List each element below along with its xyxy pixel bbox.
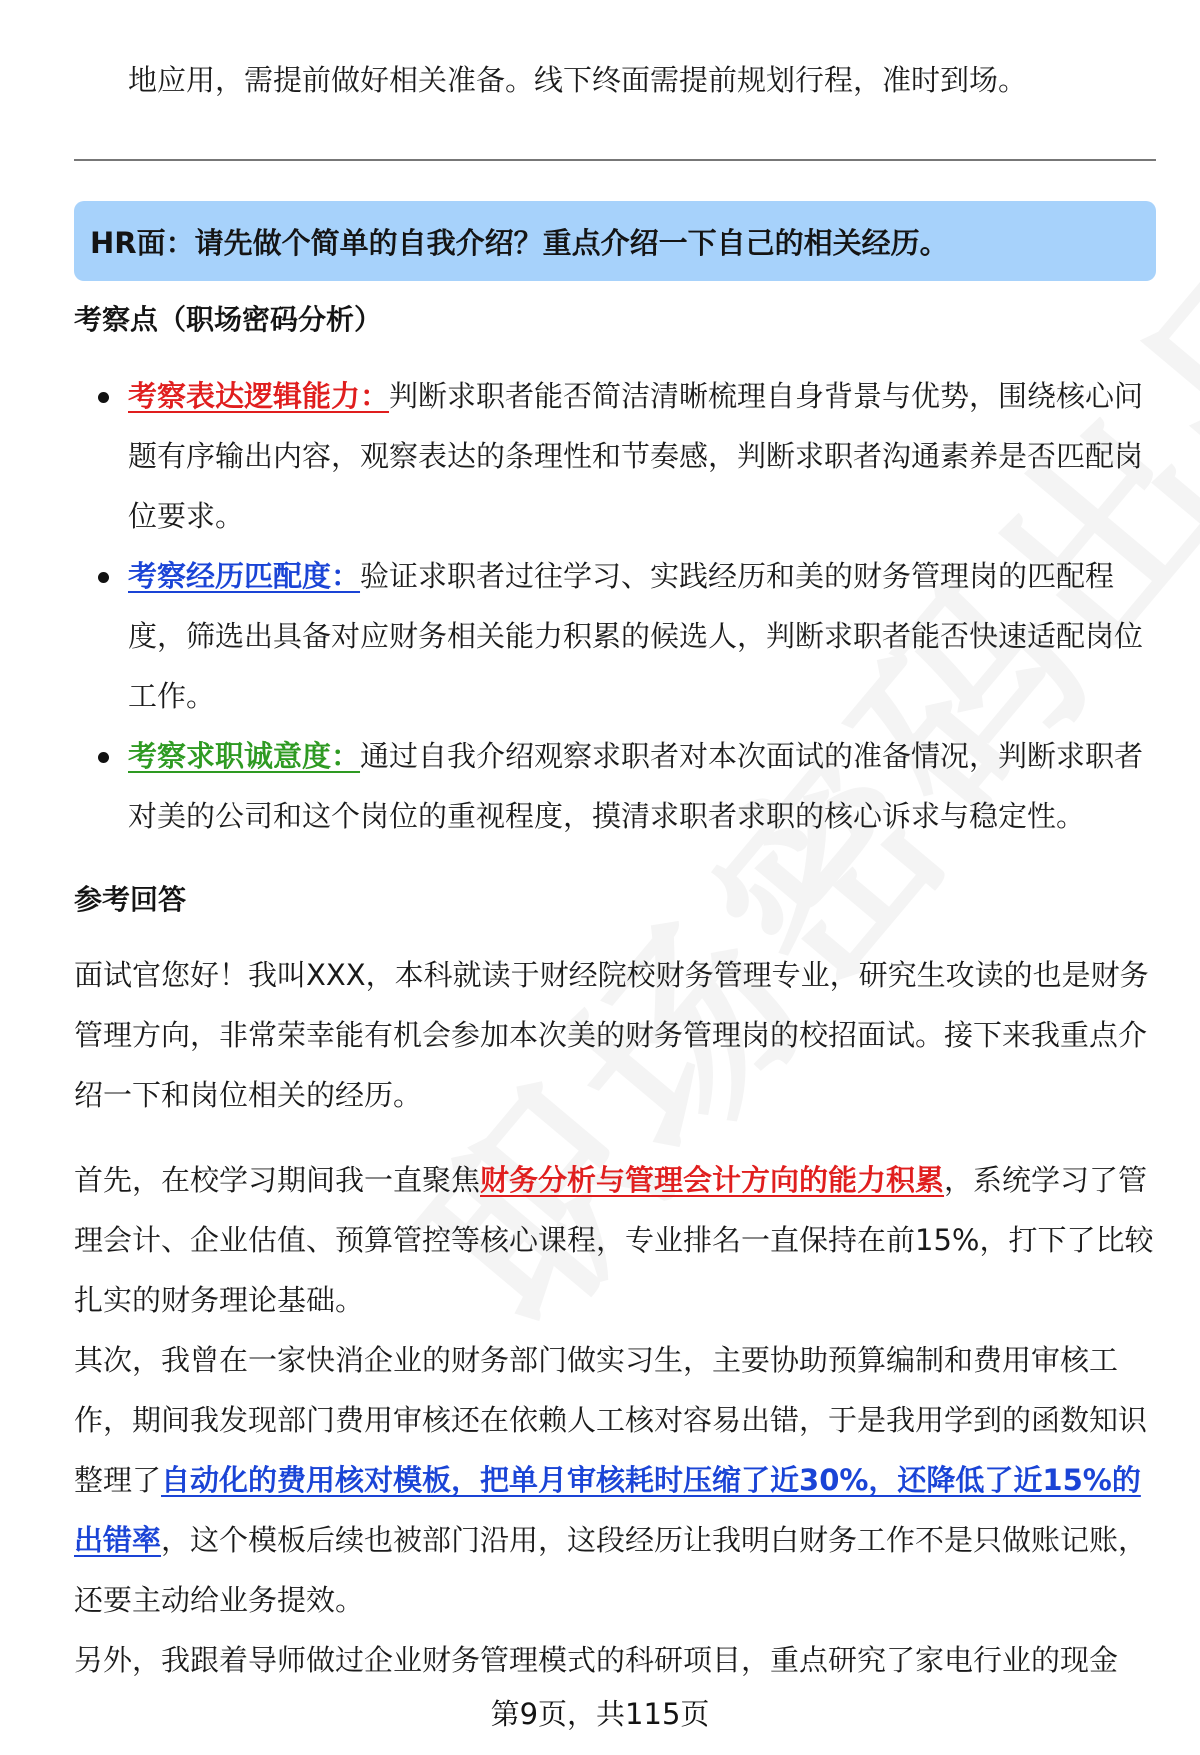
bullet-icon bbox=[98, 752, 109, 763]
question-text: HR面：请先做个简单的自我介绍？重点介绍一下自己的相关经历。 bbox=[90, 225, 949, 260]
paragraph-text: ，系统学习了管理会计、企业估值、预算管控等核心课程，专业排名一直保持在前15%，打下了比较扎实的财务理论基础。 bbox=[74, 1163, 1154, 1317]
list-item bbox=[74, 546, 1154, 726]
intro-text: 地应用，需提前做好相关准备。线下终面需提前规划行程，准时到场。 bbox=[128, 63, 1028, 97]
analysis-title: 考察点（职场密码分析） bbox=[74, 303, 383, 336]
paragraph-text: ，这个模板后续也被部门沿用，这段经历让我明白财务工作不是只做账记账，还要主动给业务提效。 bbox=[74, 1523, 1148, 1617]
highlight-text: 财务分析与管理会计方向的能力积累 bbox=[480, 1163, 945, 1197]
answer-paragraph-4: 另外，我跟着导师做过企业财务管理模式的科研项目，重点研究了家电行业的现金 bbox=[74, 1643, 1119, 1677]
page-number: 第9页，共115页 bbox=[490, 1697, 710, 1731]
divider bbox=[74, 159, 1156, 161]
bullet-text: 判断求职者能否简洁清晰梳理自身背景与优势，围绕核心问题有序输出内容，观察表达的条理性和节奏感，判断求职者沟通素养是否匹配岗位要求。 bbox=[128, 379, 1144, 533]
bullet-icon bbox=[98, 572, 109, 583]
bullet-keyword: 考察求职诚意度： bbox=[128, 739, 361, 773]
bullet-icon bbox=[98, 392, 109, 403]
list-item bbox=[74, 366, 1154, 546]
list-item bbox=[74, 726, 1154, 846]
paragraph-text: 其次，我曾在一家快消企业的财务部门做实习生，主要协助预算编制和费用审核工作，期间我发现部门费用审核还在依赖人工核对容易出错，于是我用学到的函数知识整理了 bbox=[74, 1343, 1148, 1497]
bullet-keyword: 考察经历匹配度： bbox=[128, 559, 361, 593]
answer-title: 参考回答 bbox=[74, 883, 187, 916]
paragraph-text: 首先，在校学习期间我一直聚焦 bbox=[74, 1163, 481, 1197]
answer-paragraph-1: 面试官您好！我叫XXX，本科就读于财经院校财务管理专业，研究生攻读的也是财务管理方向，非常荣幸能有机会参加本次美的财务管理岗的校招面试。接下来我重点介绍一下和岗位相关的经历。 bbox=[74, 958, 1149, 1112]
bullet-keyword: 考察表达逻辑能力： bbox=[128, 379, 390, 413]
analysis-list bbox=[74, 366, 1154, 846]
bullet-text: 通过自我介绍观察求职者对本次面试的准备情况，判断求职者对美的公司和这个岗位的重视程度，摸清求职者求职的核心诉求与稳定性。 bbox=[128, 739, 1144, 833]
question-banner bbox=[74, 201, 1156, 281]
bullet-text: 验证求职者过往学习、实践经历和美的财务管理岗的匹配程度，筛选出具备对应财务相关能力积累的候选人，判断求职者能否快速适配岗位工作。 bbox=[128, 559, 1144, 713]
highlight-text: 自动化的费用核对模板，把单月审核耗时压缩了近30%，还降低了近15%的出错率 bbox=[74, 1463, 1141, 1557]
answer-paragraph-2 bbox=[74, 1150, 1156, 1330]
answer-paragraph-3 bbox=[74, 1330, 1156, 1630]
